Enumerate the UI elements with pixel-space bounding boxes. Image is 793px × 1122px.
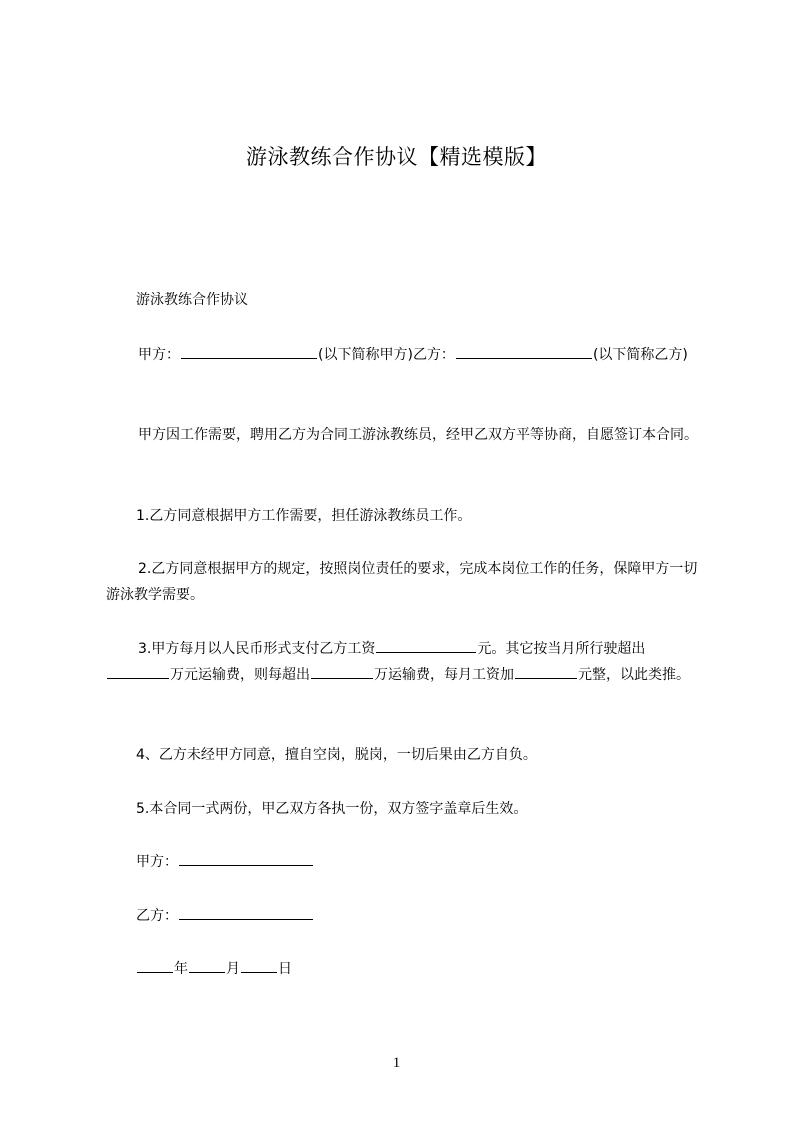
clause-1: 1.乙方同意根据甲方工作需要，担任游泳教练员工作。 [136,508,472,524]
day-blank[interactable] [241,957,277,973]
signature-party-a: 甲方： [106,849,701,875]
threshold-blank[interactable] [107,663,169,679]
year-blank[interactable] [137,957,173,973]
party-b-label: 乙方： [412,347,455,363]
party-a-label: 甲方： [138,347,180,363]
clause-3: 3.甲方每月以人民币形式支付乙方工资 元。其它按当月所行驶超出万元运输费，则每超出 万运输费，每月工资加 元整，以此类推。 [106,636,701,688]
month-blank[interactable] [189,957,225,973]
intro-paragraph: 甲方因工作需要，聘用乙方为合同工游泳教练员，经甲乙双方平等协商，自愿签订本合同。 [138,427,698,443]
bonus-blank[interactable] [515,663,577,679]
salary-blank[interactable] [376,637,476,653]
party-a-note: (以下简称甲方) [318,347,413,363]
clause-5: 5.本合同一式两份，甲乙双方各执一份，双方签字盖章后生效。 [136,801,528,817]
party-b-blank[interactable] [456,343,592,359]
party-b-note: (以下简称乙方) [592,347,688,363]
document-title: 游泳教练合作协议【精选模版】 [246,145,547,169]
signature-party-b-blank[interactable] [179,904,313,920]
page-number: 1 [392,1055,401,1071]
signature-party-a-blank[interactable] [179,850,313,866]
party-line [106,342,701,368]
signature-date: 年 月 日 [106,956,701,982]
party-a-blank[interactable] [181,343,317,359]
excess-blank[interactable] [311,663,373,679]
signature-party-b: 乙方： [106,903,701,929]
clause-2: 2.乙方同意根据甲方的规定，按照岗位责任的要求，完成本岗位工作的任务，保障甲方一切游泳教学需要。 [106,561,698,603]
clause-4: 4、乙方未经甲方同意，擅自空岗，脱岗，一切后果由乙方自负。 [136,747,537,763]
document-subtitle: 游泳教练合作协议 [136,292,248,308]
